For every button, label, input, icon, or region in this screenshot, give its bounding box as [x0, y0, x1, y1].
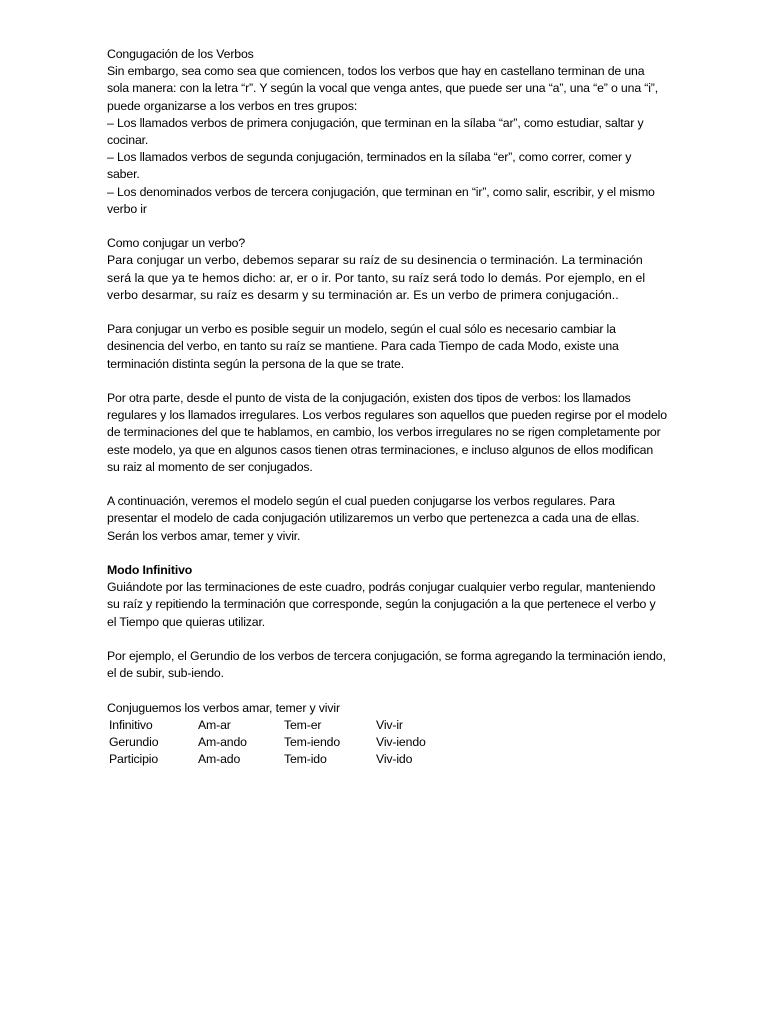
table-cell: Tem-er — [284, 717, 322, 732]
como-conjugar-paragraph: Para conjugar un verbo, debemos separar su raíz de su desinencia o terminación. La terminación será la que ya te hemos dicho: ar, er o ir. Por tanto, su raíz será todo lo demás. Por ejemplo, en el verbo desarmar, su raíz es desarm y su terminación ar. Es un verbo de primera conjugación.. — [107, 253, 646, 302]
table-cell: Viv-ir — [376, 717, 403, 732]
spacer — [107, 218, 667, 235]
spacer — [107, 476, 667, 493]
table-cell: Participio — [109, 752, 159, 767]
group-third-conjugation: – Los denominados verbos de tercera conjugación, que terminan en “ir”, como salir, escribir, y el mismo verbo ir — [107, 184, 655, 216]
table-cell: Am-ar — [198, 717, 231, 732]
table-cell: Infinitivo — [109, 717, 153, 732]
table-caption: Conjuguemos los verbos amar, temer y vivir — [107, 700, 340, 715]
section-title-como-conjugar: Como conjugar un verbo? — [107, 236, 246, 251]
regulares-irregulares-paragraph: Por otra parte, desde el punto de vista de la conjugación, existen dos tipos de verbos: los llamados regulares y los llamados irregulares. Los verbos regulares son aquellos que pueden regirse por el modelo de terminaciones del que te hablamos, en cambio, los verbos irregulares no se rigen completamente por este modelo, ya que en algunos casos tienen otras terminaciones, e incluso algunos de ellos modifican su raiz al momento de ser conjugados. — [107, 391, 667, 474]
table-cell: Gerundio — [109, 735, 159, 750]
table-cell: Am-ado — [198, 752, 241, 767]
continuacion-paragraph: A continuación, veremos el modelo según el cual pueden conjugarse los verbos regulares. Para presentar el modelo de cada conjugación utilizaremos un verbo que pertenezca a cada una de ellas. Serán los verbos amar, temer y vivir. — [107, 494, 640, 543]
table-cell: Am-ando — [198, 735, 247, 750]
section-title-conjugacion: Congugación de los Verbos — [107, 47, 254, 61]
spacer — [107, 545, 667, 562]
spacer — [107, 304, 667, 321]
spacer — [107, 631, 667, 648]
spacer — [107, 682, 667, 699]
table-cell: Viv-iendo — [376, 735, 426, 750]
group-first-conjugation: – Los llamados verbos de primera conjugación, que terminan en la sílaba “ar”, como estudiar, saltar y cocinar. — [107, 115, 644, 148]
modo-infinitivo-paragraph: Guiándote por las terminaciones de este cuadro, podrás conjugar cualquier verbo regular, manteniendo su raíz y repitiendo la terminación que corresponde, según la conjugación a la que pertenece el verbo y el Tiempo que quieras utilizar. — [107, 580, 656, 629]
table-row — [109, 734, 456, 751]
conjugation-table — [109, 717, 456, 769]
intro-paragraph: Sin embargo, sea como sea que comiencen, todos los verbos que hay en castellano terminan de una sola manera: con la letra “r”. Y según la vocal que venga antes, que puede ser una “a”, una “e” o una “i”, puede organizarse a los verbos en tres grupos: — [107, 64, 659, 113]
document-page — [107, 46, 667, 768]
group-second-conjugation: – Los llamados verbos de segunda conjugación, terminados en la sílaba “er”, como correr, comer y saber. — [107, 150, 632, 182]
table-row — [109, 717, 456, 734]
table-cell: Tem-ido — [284, 752, 327, 767]
modelo-paragraph: Para conjugar un verbo es posible seguir un modelo, según el cual sólo es necesario cambiar la desinencia del verbo, en tanto su raíz se mantiene. Para cada Tiempo de cada Modo, existe una terminación distinta según la persona de la que se trate. — [107, 322, 619, 371]
table-row — [109, 751, 456, 768]
spacer — [107, 373, 667, 390]
gerundio-example-paragraph: Por ejemplo, el Gerundio de los verbos de tercera conjugación, se forma agregando la terminación iendo, el de subir, sub-iendo. — [107, 649, 666, 681]
section-title-modo-infinitivo: Modo Infinitivo — [107, 563, 193, 578]
table-cell: Viv-ido — [376, 752, 413, 767]
table-cell: Tem-iendo — [284, 735, 341, 750]
